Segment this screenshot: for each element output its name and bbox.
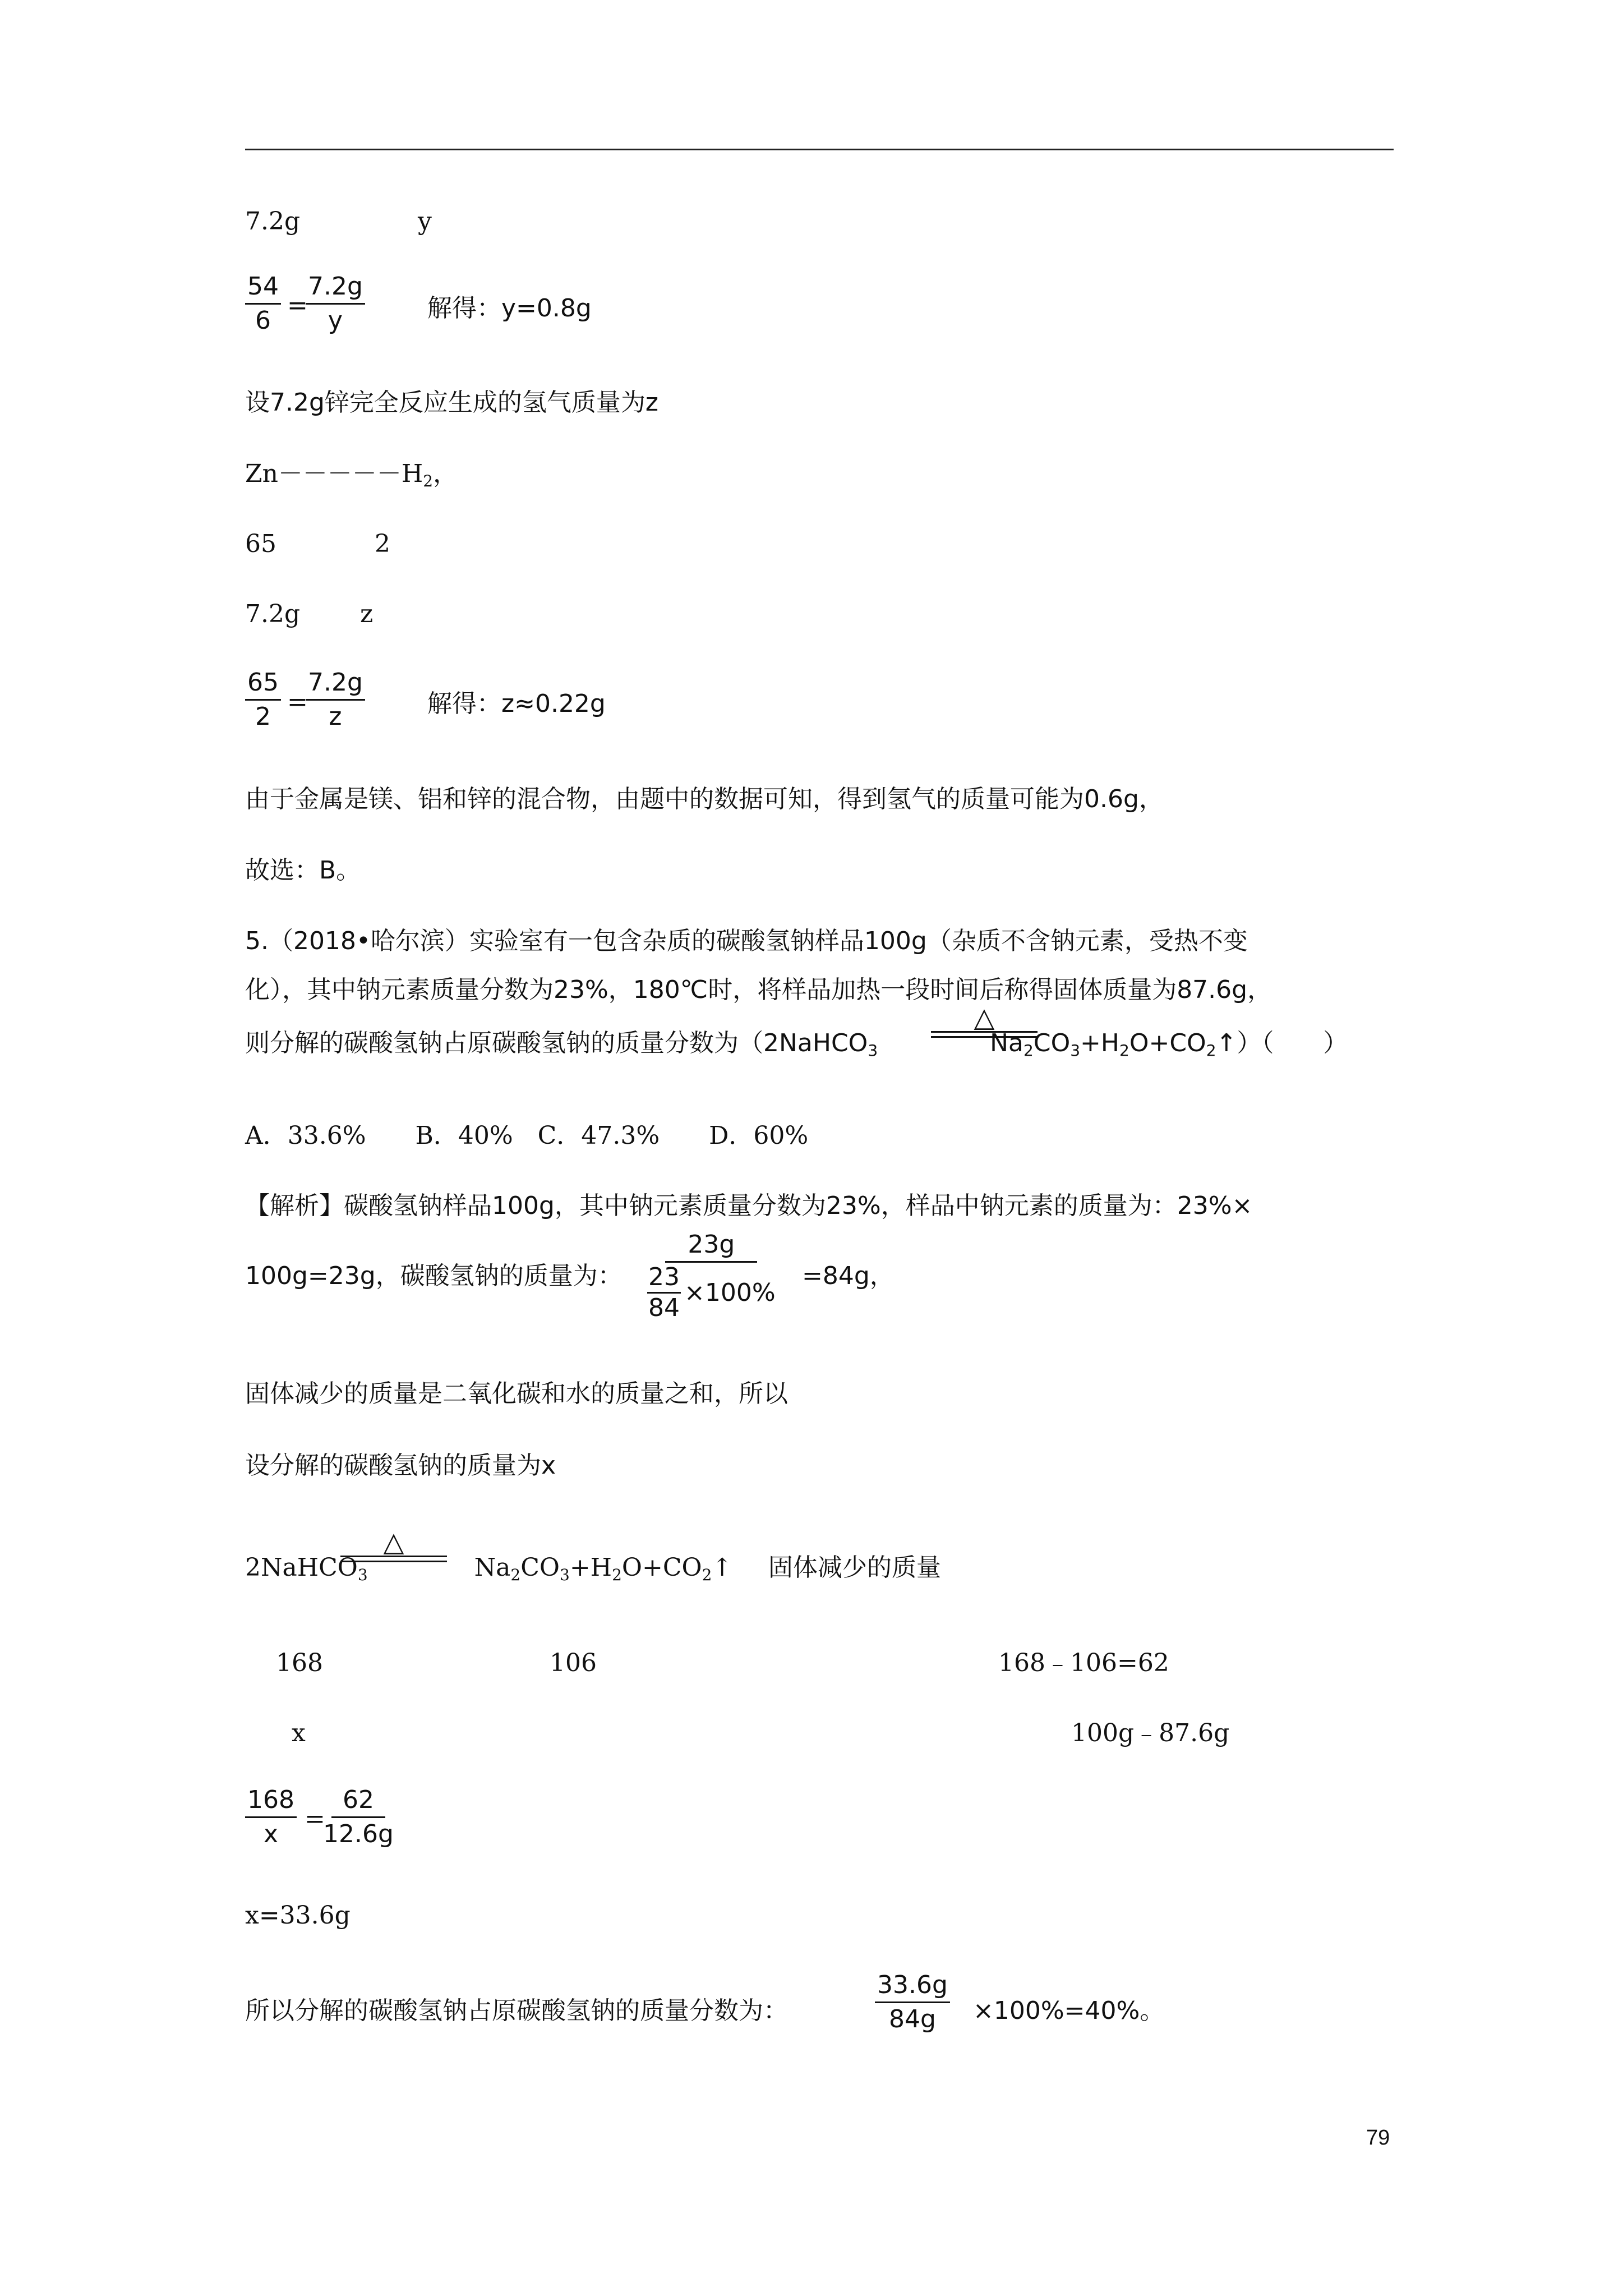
q5-co: CO	[1033, 1029, 1071, 1057]
line-y: y	[418, 207, 432, 236]
text-conclusion: 由于金属是镁、铝和锌的混合物，由题中的数据可知，得到氢气的质量可能为0.6g，	[245, 785, 1164, 813]
text-set-z: 设7.2g锌完全反应生成的氢气质量为z	[245, 388, 658, 417]
fraction-denominator: y	[328, 306, 343, 335]
header-rule	[245, 149, 1394, 150]
q5-h: +H	[1080, 1029, 1119, 1057]
subscript: 3	[1070, 1041, 1081, 1060]
equals-sign: =	[287, 291, 308, 320]
fraction-numerator: 7.2g	[306, 666, 365, 701]
fraction-numerator: 23g	[665, 1228, 757, 1263]
triangle-icon: △	[383, 1526, 404, 1558]
line-7-2g: 7.2g	[245, 207, 301, 236]
subscript: 2	[1206, 1041, 1216, 1060]
fraction-denominator: 12.6g	[323, 1820, 394, 1848]
zn-h-text: Zn－－－－－H	[245, 459, 423, 488]
fraction-denominator: 2	[255, 702, 271, 731]
page-number: 79	[1366, 2126, 1390, 2150]
subscript: 2	[510, 1566, 521, 1584]
analysis-line-2a: 100g=23g，碳酸氢钠的质量为：	[245, 1262, 623, 1290]
label-solid-decrease: 固体减少的质量	[768, 1553, 941, 1582]
subscript: 2	[612, 1566, 622, 1584]
text-set-x: 设分解的碳酸氢钠的质量为x	[245, 1451, 556, 1480]
fraction-numerator: 54	[245, 270, 281, 305]
question-5-line-3	[245, 1027, 1348, 1068]
fraction-denominator: z	[329, 702, 342, 731]
subscript: 2	[1119, 1041, 1129, 1060]
value-168: 168	[276, 1649, 323, 1677]
value-z: z	[360, 600, 374, 628]
fraction-33-6g-84g	[875, 1969, 950, 2036]
subscript: 3	[559, 1566, 570, 1584]
fraction-denominator: x	[263, 1820, 279, 1848]
fraction-numerator: 65	[245, 666, 281, 701]
subscript: 2	[702, 1566, 712, 1584]
fraction-168-x	[245, 1784, 297, 1851]
value-7-2g: 7.2g	[245, 600, 301, 628]
fraction-7-2g-y	[306, 270, 365, 337]
final-text-b: ×100%=40%。	[973, 1996, 1165, 2025]
text-solid-decrease: 固体减少的质量是二氧化碳和水的质量之和，所以	[245, 1379, 788, 1408]
times-100-percent: ×100%	[684, 1278, 776, 1307]
comma: ，	[433, 459, 458, 488]
equals-sign: =	[287, 688, 308, 716]
eq2-h: +H	[569, 1553, 612, 1582]
value-mass-decrease: 100g﹣87.6g	[1071, 1719, 1230, 1747]
fraction-denominator: 84g	[888, 2005, 936, 2033]
fraction-numerator: 62	[331, 1784, 385, 1818]
eq2-nahco: 2NaHCO	[245, 1553, 358, 1582]
inner-denominator: 84	[648, 1294, 680, 1322]
result-x: x=33.6g	[245, 1901, 351, 1930]
equation-2	[245, 1551, 732, 1592]
heating-arrow	[340, 1526, 447, 1562]
analysis-line-2b: =84g，	[802, 1262, 895, 1290]
eq2-arrow: ↑	[712, 1553, 733, 1582]
fraction-23g-over-23-84	[645, 1228, 778, 1323]
equals-sign: =	[305, 1805, 325, 1833]
value-65: 65	[245, 530, 276, 558]
value-62: 168﹣106=62	[998, 1649, 1169, 1677]
heating-arrow	[931, 1004, 1038, 1038]
question-5-line-2: 化），其中钠元素质量分数为23%，180℃时，将样品加热一段时间后称得固体质量为87.6g，	[245, 976, 1272, 1004]
eq2-o-co: O+CO	[621, 1553, 702, 1582]
triangle-icon: △	[974, 1002, 995, 1033]
result-y: 解得：y=0.8g	[427, 294, 592, 323]
fraction-numerator: 168	[245, 1784, 297, 1818]
fraction-denominator: 6	[255, 306, 271, 335]
subscript: 2	[1023, 1041, 1034, 1060]
text-answer-b: 故选：B。	[245, 856, 361, 885]
value-106: 106	[550, 1649, 597, 1677]
fraction-7-2g-z	[306, 666, 365, 733]
double-line	[340, 1556, 447, 1562]
double-line	[931, 1031, 1038, 1038]
subscript: 3	[868, 1041, 878, 1060]
eq2-na: Na	[474, 1553, 511, 1582]
final-text-a: 所以分解的碳酸氢钠占原碳酸氢钠的质量分数为：	[245, 1996, 788, 2025]
q5-na: Na	[990, 1029, 1024, 1057]
fraction-numerator: 33.6g	[875, 1969, 950, 2003]
value-2: 2	[375, 530, 390, 558]
q5-o-co: O+CO	[1129, 1029, 1206, 1057]
eq2-co: CO	[520, 1553, 560, 1582]
q5-prefix: 则分解的碳酸氢钠占原碳酸氢钠的质量分数为（2NaHCO	[245, 1029, 868, 1057]
fraction-62-12-6g	[321, 1784, 396, 1851]
fraction-65-2	[245, 666, 281, 733]
inner-numerator: 23	[647, 1263, 681, 1294]
analysis-line-1: 【解析】碳酸氢钠样品100g，其中钠元素质量分数为23%，样品中钠元素的质量为：23%×	[245, 1191, 1253, 1220]
fraction-54-6	[245, 270, 281, 337]
subscript: 3	[357, 1566, 368, 1584]
inner-fraction	[647, 1263, 681, 1323]
fraction-numerator: 7.2g	[306, 270, 365, 305]
answer-options: A．33.6% B．40% C．47.3% D．60%	[245, 1121, 809, 1150]
value-x: x	[292, 1719, 306, 1747]
q5-suffix: ↑）（ ）	[1216, 1029, 1348, 1057]
question-5-line-1: 5.（2018•哈尔滨）实验室有一包含杂质的碳酸氢钠样品100g（杂质不含钠元素，受热不变	[245, 927, 1248, 955]
subscript: 2	[423, 472, 434, 490]
zn-h2-relation	[245, 457, 458, 498]
fraction-denominator	[645, 1263, 778, 1323]
result-z: 解得：z≈0.22g	[427, 689, 606, 718]
